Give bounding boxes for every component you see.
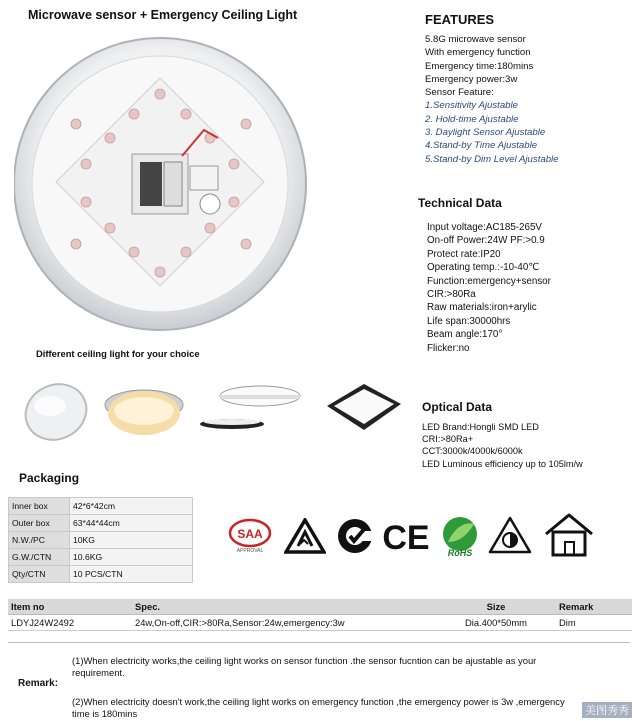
packaging-value: 10KG — [70, 532, 193, 549]
saa-icon — [228, 518, 272, 554]
optical-item: CCT:3000k/4000k/6000k — [422, 446, 523, 457]
technical-item: Flicker:no — [427, 342, 470, 354]
cell-item-no: LDYJ24W2492 — [8, 615, 132, 631]
packaging-value: 63*44*44cm — [70, 515, 193, 532]
features-heading: FEATURES — [425, 12, 495, 27]
house-icon — [542, 512, 596, 558]
item-table — [8, 599, 632, 631]
ce-icon — [380, 518, 432, 554]
technical-item: Life span:30000hrs — [427, 315, 511, 327]
packaging-key: Qty/CTN — [9, 566, 70, 583]
features-list — [425, 33, 559, 166]
technical-item: Operating temp.:-10-40℃ — [427, 262, 540, 274]
remark-line-2: (2)When electricity doesn't work,the ceiling light works on emergency function ,the emergency power is 3w ,emergency time is 180mins — [72, 696, 565, 719]
technical-item: On-off Power:24W PF:>0.9 — [427, 235, 545, 247]
technical-item: Raw materials:iron+arylic — [427, 302, 537, 314]
packaging-value: 10.6KG — [70, 549, 193, 566]
variant-square-image — [325, 382, 403, 432]
remark-label: Remark: — [18, 678, 59, 689]
table-header-row — [8, 599, 632, 615]
dimmer-icon — [488, 516, 532, 556]
table-row — [9, 532, 193, 549]
header-size: Size — [436, 599, 556, 615]
variant-dome-image — [20, 378, 92, 448]
table-row — [9, 498, 193, 515]
feature-item: Emergency power:3w — [425, 73, 518, 85]
variant-slim-image — [198, 382, 306, 434]
packaging-key: N.W./PC — [9, 532, 70, 549]
cell-size: Dia.400*50mm — [436, 615, 556, 631]
sensor-feature-item: 1.Sensitivity Ajustable — [425, 100, 518, 112]
page-title: Microwave sensor + Emergency Ceiling Light — [28, 8, 298, 22]
technical-list — [427, 221, 551, 355]
table-row — [9, 515, 193, 532]
table-row — [9, 566, 193, 583]
saa-text: SAA — [237, 527, 263, 541]
feature-item: Sensor Feature: — [425, 87, 494, 99]
sensor-feature-item: 5.Stand-by Dim Level Ajustable — [425, 153, 559, 165]
sensor-feature-item: 3. Daylight Sensor Ajustable — [425, 127, 546, 139]
optical-item: LED Luminous efficiency up to 105lm/w — [422, 458, 583, 469]
technical-item: Input voltage:AC185-265V — [427, 222, 542, 233]
sensor-feature-item: 4.Stand-by Time Ajustable — [425, 140, 538, 152]
packaging-heading: Packaging — [19, 471, 80, 485]
header-remark: Remark — [556, 599, 632, 615]
technical-heading: Technical Data — [418, 196, 502, 210]
saa-sub-text: APPROVAL — [236, 548, 264, 554]
table-row — [9, 549, 193, 566]
variant-round-warm-image — [103, 385, 185, 439]
cell-remark: Dim — [556, 615, 632, 631]
variants-caption: Different ceiling light for your choice — [36, 348, 200, 359]
ce-text: CE — [382, 519, 430, 554]
cell-spec: 24w,On-off,CIR:>80Ra,Sensor:24w,emergency:3w — [132, 615, 436, 631]
optical-item: CRI:>80Ra+ — [422, 434, 474, 445]
watermark: 美图秀秀 — [582, 702, 632, 718]
optical-list — [422, 421, 583, 470]
header-spec: Spec. — [132, 599, 436, 615]
rohs-icon — [438, 514, 482, 558]
table-row — [8, 615, 632, 631]
rcm-icon — [284, 518, 326, 554]
packaging-value: 42*6*42cm — [70, 498, 193, 515]
packaging-value: 10 PCS/CTN — [70, 566, 193, 583]
feature-item: 5.8G microwave sensor — [425, 34, 526, 45]
packaging-key: Outer box — [9, 515, 70, 532]
technical-item: Function:emergency+sensor — [427, 275, 551, 287]
c-tick-icon — [336, 516, 374, 556]
optical-heading: Optical Data — [422, 400, 493, 414]
packaging-key: G.W./CTN — [9, 549, 70, 566]
technical-item: Protect rate:IP20 — [427, 248, 501, 260]
packaging-key: Inner box — [9, 498, 70, 515]
optical-item: LED Brand:Hongli SMD LED — [422, 422, 539, 432]
technical-item: Beam angle:170° — [427, 329, 503, 341]
remark-line-1: (1)When electricity works,the ceiling light works on sensor function .the sensor fucntion can be ajustable as your requirement. — [72, 655, 537, 678]
packaging-table — [8, 497, 193, 583]
feature-item: Emergency time:180mins — [425, 60, 534, 72]
feature-item: With emergency function — [425, 47, 531, 59]
header-item-no: Item no — [8, 599, 132, 615]
rohs-text: RoHS — [447, 548, 473, 558]
technical-item: CIR:>80Ra — [427, 289, 476, 301]
sensor-feature-item: 2. Hold-time Ajustable — [425, 113, 519, 125]
product-main-image — [14, 26, 310, 344]
